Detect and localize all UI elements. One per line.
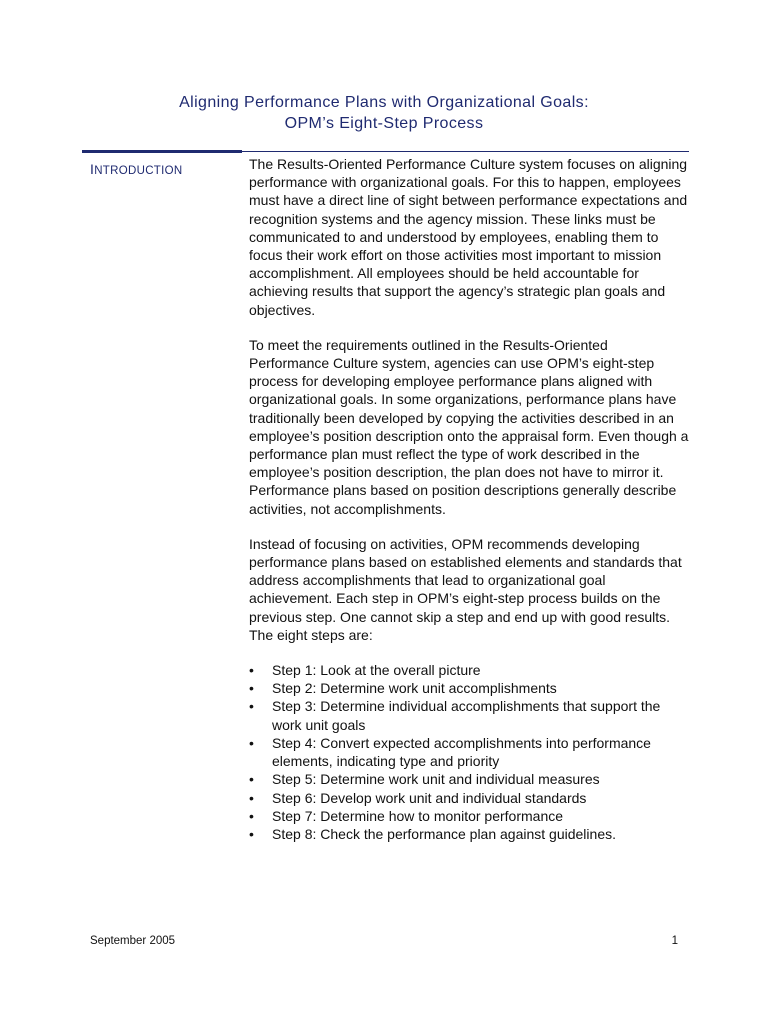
list-item	[249, 825, 689, 843]
bullet-icon: •	[249, 771, 254, 788]
document-title-line-1: Aligning Performance Plans with Organizational Goals:	[179, 94, 589, 111]
step-text: Step 7: Determine how to monitor performance	[272, 807, 564, 824]
bullet-icon: •	[249, 698, 254, 715]
bullet-icon: •	[249, 807, 254, 824]
list-item	[249, 770, 689, 788]
list-item	[249, 661, 689, 679]
step-text: Step 5: Determine work unit and individual measures	[272, 771, 600, 788]
paragraph: Instead of focusing on activities, OPM recommends developing performance plans based on established elements and standards that address accomplishments that lead to organizational goal achievement. Each step in OPM’s eight-step process builds on the previous step. One cannot skip a step and end up with good results. The eight steps are:	[249, 535, 682, 643]
bullet-icon: •	[249, 825, 254, 842]
bullet-icon: •	[249, 662, 254, 679]
step-text: Step 6: Develop work unit and individual standards	[272, 789, 587, 806]
step-text: Step 8: Check the performance plan against guidelines.	[272, 825, 616, 842]
step-text: Step 1: Look at the overall picture	[272, 662, 481, 679]
footer-date: September 2005	[90, 935, 176, 947]
body-text-column	[249, 155, 689, 843]
step-text: Step 4: Convert expected accomplishments into performance elements, indicating type and priority	[272, 734, 651, 770]
section-rule-thick	[82, 150, 242, 153]
bullet-icon: •	[249, 734, 254, 751]
list-item	[249, 679, 689, 697]
paragraph: The Results-Oriented Performance Culture system focuses on aligning performance with organizational goals. For this to happen, employees must have a direct line of sight between performance expectations and recognition systems and the agency mission. These links must be communicated to and understood by employees, enabling them to focus their work effort on those activities most important to mission accomplishment. All employees should be held accountable for achieving results that support the agency’s strategic plan goals and objectives.	[249, 156, 688, 318]
steps-list	[249, 661, 689, 843]
page-number: 1	[671, 935, 678, 947]
step-text: Step 2: Determine work unit accomplishments	[272, 680, 557, 697]
document-title-line-2: OPM’s Eight-Step Process	[284, 115, 484, 132]
bullet-icon: •	[249, 789, 254, 806]
paragraph: To meet the requirements outlined in the Results-Oriented Performance Culture system, agencies can use OPM’s eight-step process for developing employee performance plans aligned with organizational goals. In some organizations, performance plans have traditionally been developed by copying the activities described in an employee’s position description onto the appraisal form. Even though a performance plan must reflect the type of work described in the employee’s position description, the plan does not have to mirror it. Performance plans based on position descriptions generally describe activities, not accomplishments.	[249, 336, 689, 517]
list-item	[249, 697, 689, 733]
bullet-icon: •	[249, 680, 254, 697]
list-item	[249, 807, 689, 825]
list-item	[249, 734, 689, 770]
section-label-introduction: INTRODUCTION	[90, 161, 183, 177]
step-text: Step 3: Determine individual accomplishments that support the work unit goals	[272, 698, 661, 733]
section-rule-thin	[242, 151, 689, 152]
list-item	[249, 789, 689, 807]
document-title	[0, 92, 768, 134]
